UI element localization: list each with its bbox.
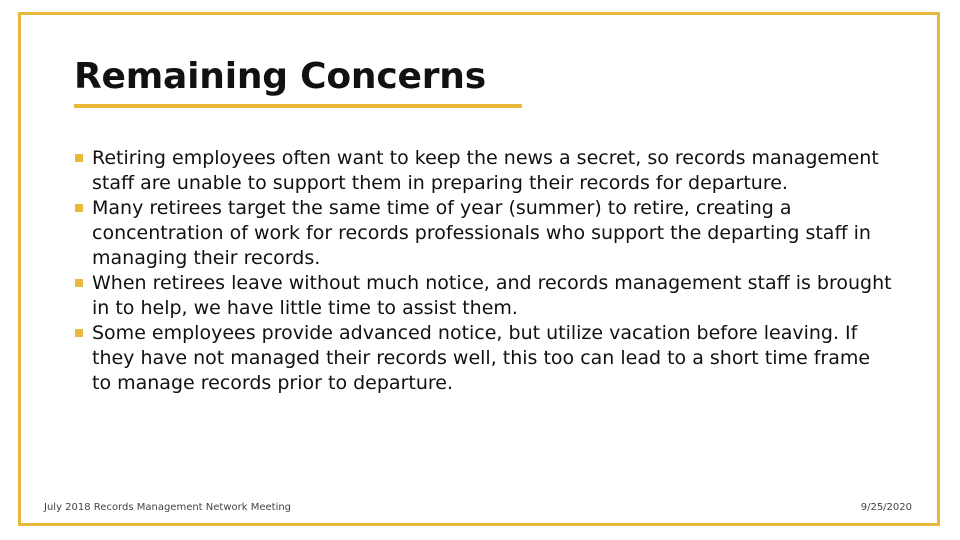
- bullet-item: [74, 271, 894, 321]
- bullet-list: [74, 146, 894, 396]
- bullet-item: [74, 321, 894, 396]
- title-underline: [74, 104, 522, 108]
- square-bullet-icon: [75, 279, 83, 287]
- footer-event-name: July 2018 Records Management Network Meeting: [44, 502, 292, 513]
- footer-date: 9/25/2020: [860, 502, 912, 513]
- bullet-text: Some employees provide advanced notice, but utilize vacation before leaving. If they have not managed their records well, this too can lead to a short time frame to manage records prior to departure.: [92, 322, 871, 394]
- bullet-text: When retirees leave without much notice, and records management staff is brought in to help, we have little time to assist them.: [92, 272, 892, 319]
- bullet-text: Many retirees target the same time of year (summer) to retire, creating a concentration of work for records professionals who support the departing staff in managing their records.: [92, 197, 871, 269]
- bullet-item: [74, 196, 894, 271]
- slide-title: Remaining Concerns: [74, 56, 486, 97]
- bullet-item: [74, 146, 894, 196]
- square-bullet-icon: [75, 329, 83, 337]
- bullet-text: Retiring employees often want to keep the news a secret, so records management staff are unable to support them in preparing their records for departure.: [92, 147, 879, 194]
- square-bullet-icon: [75, 154, 83, 162]
- square-bullet-icon: [75, 204, 83, 212]
